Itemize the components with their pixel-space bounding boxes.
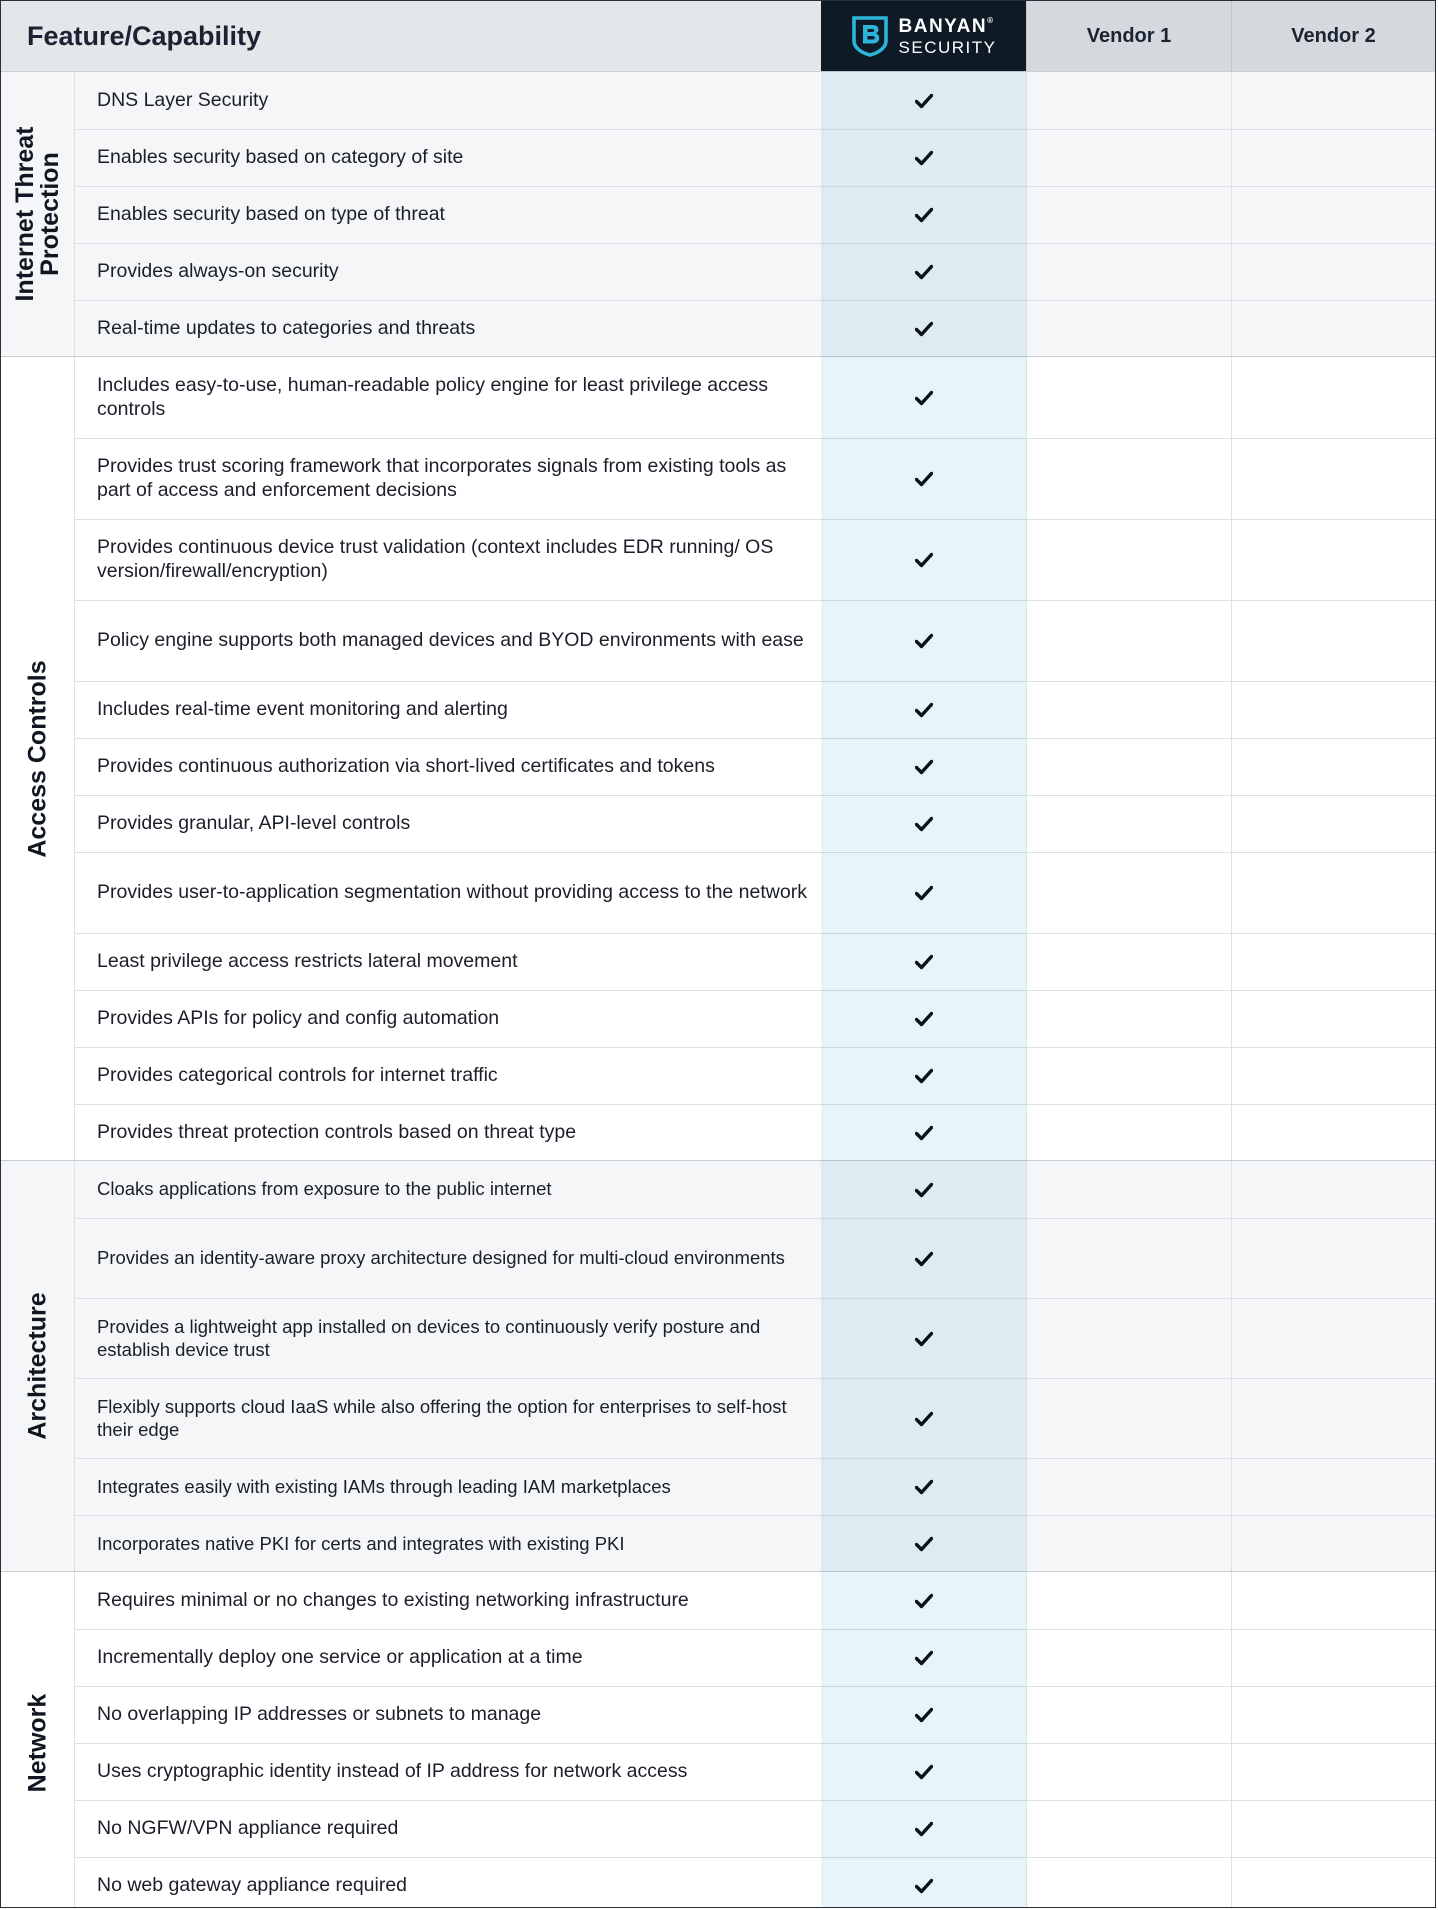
feature-text: Cloaks applications from exposure to the public internet — [97, 1178, 552, 1200]
vendor-2-cell — [1231, 1048, 1232, 1104]
table-row — [75, 1857, 1435, 1908]
table-row — [75, 795, 1435, 852]
vendor-1-cell — [1026, 796, 1027, 852]
feature-text: Provides an identity-aware proxy architecture designed for multi-cloud environments — [97, 1247, 785, 1269]
table-row — [75, 243, 1435, 300]
vendor-1-cell — [1026, 1048, 1027, 1104]
vendor-1-cell — [1026, 1379, 1027, 1458]
feature-text: Provides always-on security — [97, 260, 339, 283]
feature-text: Includes easy-to-use, human-readable policy engine for least privilege access controls — [97, 373, 768, 420]
feature-text: Includes real-time event monitoring and alerting — [97, 698, 508, 721]
feature-text: Provides user-to-application segmentation without providing access to the network — [97, 881, 807, 904]
vendor-1-cell — [1026, 1459, 1027, 1515]
section-label-text — [25, 660, 50, 857]
feature-text: Provides granular, API-level controls — [97, 812, 411, 835]
vendor-1-cell — [1026, 439, 1027, 519]
table-row — [75, 600, 1435, 681]
table-row — [75, 1458, 1435, 1515]
table-row — [75, 1515, 1435, 1572]
feature-text: Provides threat protection controls based on threat type — [97, 1121, 577, 1144]
banyan-column-highlight — [821, 71, 1026, 1908]
vendor-2-cell — [1231, 682, 1232, 738]
feature-text: Provides APIs for policy and config automation — [97, 1007, 500, 1030]
vendor-2-cell — [1231, 1459, 1232, 1515]
table-row — [75, 1800, 1435, 1857]
feature-text: No overlapping IP addresses or subnets to manage — [97, 1703, 542, 1726]
vendor-2-cell — [1231, 1630, 1232, 1686]
section — [1, 1571, 1435, 1908]
feature-text: Real-time updates to categories and threats — [97, 317, 476, 340]
table-row — [75, 933, 1435, 990]
vendor-2-cell — [1231, 1687, 1232, 1743]
vendor-2-cell — [1231, 934, 1232, 990]
table-header — [1, 1, 1435, 71]
feature-text: No web gateway appliance required — [97, 1874, 408, 1897]
vendor-2-cell — [1231, 1516, 1232, 1572]
vendor-2-cell — [1231, 1858, 1232, 1908]
table-row — [75, 681, 1435, 738]
vendor-2-cell — [1231, 1105, 1232, 1161]
banyan-shield-b-icon — [851, 15, 889, 57]
vendor-1-cell — [1026, 1219, 1027, 1298]
table-row — [75, 129, 1435, 186]
vendor-1-cell — [1026, 991, 1027, 1047]
vendor-1-column-header: Vendor 1 — [1026, 1, 1231, 71]
section — [1, 71, 1435, 356]
section-label — [1, 1161, 75, 1571]
vendor-1-cell — [1026, 1630, 1027, 1686]
feature-text: Integrates easily with existing IAMs through leading IAM marketplaces — [97, 1475, 671, 1497]
vendor-1-cell — [1026, 1744, 1027, 1800]
section-label-text — [25, 1292, 50, 1439]
vendor-2-cell — [1231, 739, 1232, 795]
banyan-logo-name: BANYAN® — [898, 15, 995, 37]
vendor-1-cell — [1026, 1161, 1027, 1218]
feature-text: Least privilege access restricts lateral movement — [97, 950, 518, 973]
table-row — [75, 1378, 1435, 1458]
feature-text: Flexibly supports cloud IaaS while also offering the option for enterprises to self-host their edge — [97, 1395, 787, 1440]
vendor-2-column-header: Vendor 2 — [1231, 1, 1435, 71]
banyan-logo-sub: SECURITY — [898, 37, 997, 57]
feature-text: Uses cryptographic identity instead of IP address for network access — [97, 1760, 688, 1783]
vendor-1-cell — [1026, 1299, 1027, 1378]
vendor-1-cell — [1026, 1801, 1027, 1857]
feature-text: DNS Layer Security — [97, 88, 269, 111]
vendor-2-cell — [1231, 244, 1232, 300]
vendor-1-cell — [1026, 187, 1027, 243]
table-row — [75, 519, 1435, 600]
section-label — [1, 1572, 75, 1908]
table-row — [75, 1047, 1435, 1104]
section-label-text — [10, 126, 64, 302]
feature-column-header: Feature/Capability — [27, 20, 262, 51]
vendor-2-cell — [1231, 130, 1232, 186]
section-label-line: Architecture — [23, 1292, 51, 1440]
vendor-2-cell — [1231, 1572, 1232, 1629]
feature-text: Provides continuous device trust validation (context includes EDR running/ OS version/firewall/encryption) — [97, 536, 774, 582]
vendor-1-cell — [1026, 934, 1027, 990]
table-row — [75, 852, 1435, 933]
table-row — [75, 438, 1435, 519]
feature-text: Incrementally deploy one service or application at a time — [97, 1646, 583, 1669]
feature-text: Policy engine supports both managed devices and BYOD environments with ease — [97, 629, 804, 652]
section-label-line: Internet Threat — [10, 126, 39, 302]
table-row — [75, 72, 1435, 129]
vendor-1-cell — [1026, 739, 1027, 795]
section-label-line: Access Controls — [23, 659, 51, 858]
vendor-2-cell — [1231, 357, 1232, 438]
vendor-2-cell — [1231, 187, 1232, 243]
vendor-2-cell — [1231, 520, 1232, 600]
feature-text: Incorporates native PKI for certs and integrates with existing PKI — [97, 1532, 625, 1554]
banyan-column-header — [821, 1, 1026, 71]
vendor-1-cell — [1026, 682, 1027, 738]
section-label — [1, 357, 75, 1160]
table-row — [75, 300, 1435, 357]
vendor-1-cell — [1026, 853, 1027, 933]
vendor-2-cell — [1231, 853, 1232, 933]
section — [1, 1160, 1435, 1571]
vendor-2-cell — [1231, 1801, 1232, 1857]
feature-text: Provides categorical controls for internet traffic — [97, 1064, 498, 1087]
vendor-2-cell — [1231, 1219, 1232, 1298]
vendor-2-cell — [1231, 301, 1232, 357]
table-row — [75, 990, 1435, 1047]
vendor-1-cell — [1026, 601, 1027, 681]
vendor-2-cell — [1231, 796, 1232, 852]
feature-text: Provides trust scoring framework that incorporates signals from existing tools as part of access and enforcement decisions — [97, 455, 787, 501]
section-label-line: Network — [23, 1693, 51, 1792]
vendor-1-cell — [1026, 301, 1027, 357]
table-row — [75, 1104, 1435, 1161]
vendor-1-cell — [1026, 1105, 1027, 1161]
table-row — [75, 1298, 1435, 1378]
vendor-1-cell — [1026, 357, 1027, 438]
feature-text: Provides continuous authorization via short-lived certificates and tokens — [97, 755, 715, 778]
table-row — [75, 186, 1435, 243]
vendor-2-cell — [1231, 991, 1232, 1047]
vendor-2-cell — [1231, 1161, 1232, 1218]
feature-text: Requires minimal or no changes to existing networking infrastructure — [97, 1588, 689, 1611]
vendor-1-cell — [1026, 1572, 1027, 1629]
table-row — [75, 1218, 1435, 1298]
section — [1, 356, 1435, 1160]
table-row — [75, 1629, 1435, 1686]
section-label-line: Protection — [35, 152, 64, 276]
vendor-2-cell — [1231, 439, 1232, 519]
feature-text: Enables security based on category of site — [97, 146, 464, 169]
vendor-2-cell — [1231, 1379, 1232, 1458]
vendor-1-cell — [1026, 1516, 1027, 1572]
section-label — [1, 72, 75, 356]
vendor-1-cell — [1026, 520, 1027, 600]
vendor-2-cell — [1231, 1744, 1232, 1800]
vendor-1-cell — [1026, 130, 1027, 186]
table-row — [75, 738, 1435, 795]
table-row — [75, 1743, 1435, 1800]
table-row — [75, 1572, 1435, 1629]
section-label-text — [25, 1693, 50, 1792]
vendor-1-cell — [1026, 244, 1027, 300]
vendor-2-cell — [1231, 72, 1232, 129]
vendor-1-cell — [1026, 1687, 1027, 1743]
vendor-1-cell — [1026, 1858, 1027, 1908]
feature-text: Provides a lightweight app installed on devices to continuously verify posture and establish device trust — [97, 1315, 761, 1360]
banyan-logo — [851, 15, 997, 57]
vendor-1-cell — [1026, 72, 1027, 129]
table-row — [75, 357, 1435, 438]
feature-text: Enables security based on type of threat — [97, 203, 445, 226]
vendor-2-cell — [1231, 1299, 1232, 1378]
table-row — [75, 1161, 1435, 1218]
table-row — [75, 1686, 1435, 1743]
feature-text: No NGFW/VPN appliance required — [97, 1817, 399, 1840]
vendor-2-cell — [1231, 601, 1232, 681]
